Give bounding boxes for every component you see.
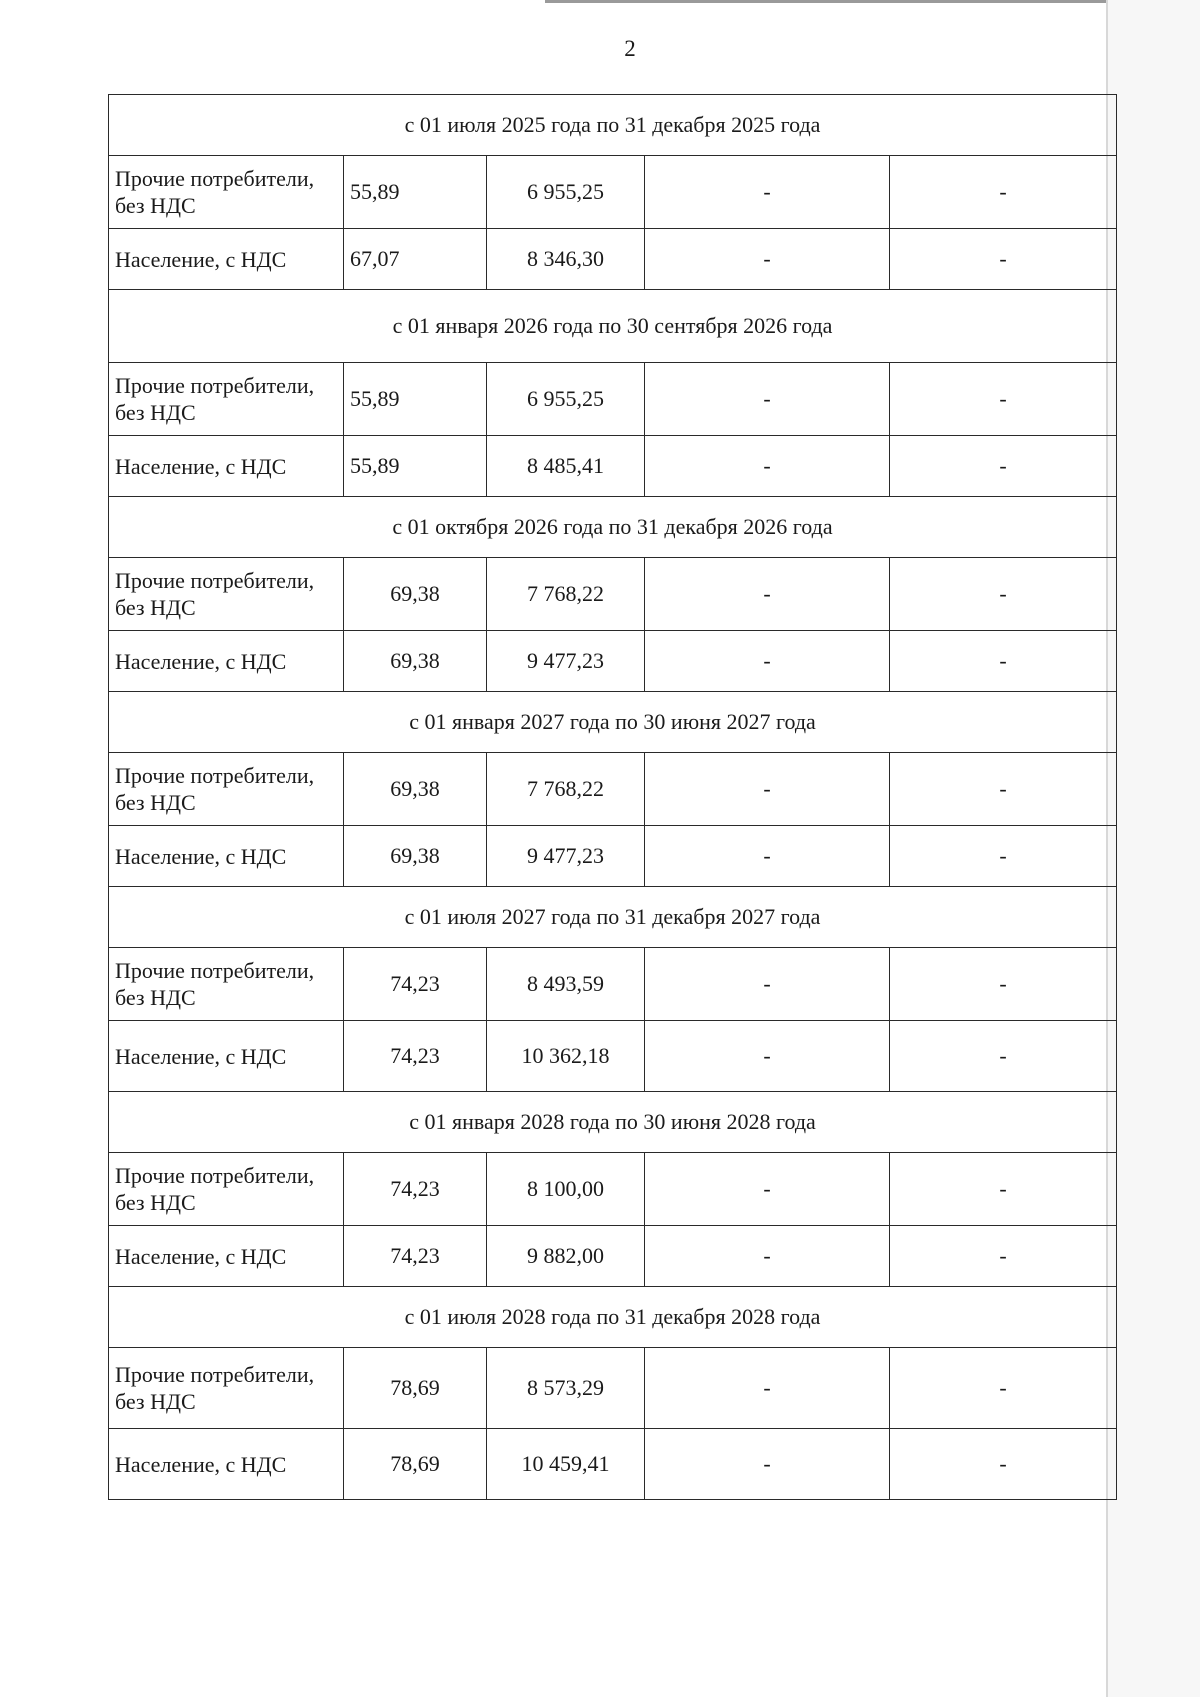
empty-cell: - [645,1226,890,1287]
tariff-table [108,94,1117,1500]
empty-cell: - [890,558,1117,631]
rate-cell: 7 768,22 [487,753,645,826]
rate-cell: 9 882,00 [487,1226,645,1287]
rate-cell: 55,89 [344,363,487,436]
empty-cell: - [645,156,890,229]
table-row [109,558,1117,631]
rate-cell: 8 100,00 [487,1153,645,1226]
empty-cell: - [890,1429,1117,1500]
rate-cell: 6 955,25 [487,363,645,436]
empty-cell: - [890,1153,1117,1226]
empty-cell: - [890,229,1117,290]
table-row [109,1021,1117,1092]
empty-cell: - [645,753,890,826]
period-title: с 01 июля 2025 года по 31 декабря 2025 года [109,95,1117,156]
empty-cell: - [890,826,1117,887]
empty-cell: - [890,436,1117,497]
rate-cell: 8 346,30 [487,229,645,290]
rate-cell: 74,23 [344,1153,487,1226]
consumer-label: Прочие потребители, без НДС [109,948,344,1021]
consumer-label: Прочие потребители, без НДС [109,156,344,229]
rate-cell: 67,07 [344,229,487,290]
consumer-label: Прочие потребители, без НДС [109,1153,344,1226]
rate-cell: 8 493,59 [487,948,645,1021]
consumer-label: Население, с НДС [109,1429,344,1500]
period-row [109,1287,1117,1348]
empty-cell: - [890,156,1117,229]
table-row [109,1153,1117,1226]
consumer-label: Прочие потребители, без НДС [109,558,344,631]
empty-cell: - [890,753,1117,826]
rate-cell: 8 573,29 [487,1348,645,1429]
period-row [109,290,1117,363]
table-row [109,948,1117,1021]
period-row [109,1092,1117,1153]
rate-cell: 69,38 [344,631,487,692]
table-row [109,436,1117,497]
rate-cell: 69,38 [344,753,487,826]
empty-cell: - [890,948,1117,1021]
empty-cell: - [645,1429,890,1500]
rate-cell: 69,38 [344,558,487,631]
consumer-label: Прочие потребители, без НДС [109,363,344,436]
empty-cell: - [645,558,890,631]
rate-cell: 7 768,22 [487,558,645,631]
rate-cell: 74,23 [344,1021,487,1092]
empty-cell: - [890,1021,1117,1092]
period-title: с 01 июля 2027 года по 31 декабря 2027 года [109,887,1117,948]
consumer-label: Население, с НДС [109,826,344,887]
table-row [109,1226,1117,1287]
rate-cell: 55,89 [344,156,487,229]
table-row [109,363,1117,436]
consumer-label: Население, с НДС [109,631,344,692]
rate-cell: 78,69 [344,1429,487,1500]
rate-cell: 9 477,23 [487,631,645,692]
consumer-label: Население, с НДС [109,1021,344,1092]
table-row [109,156,1117,229]
empty-cell: - [645,948,890,1021]
period-title: с 01 января 2027 года по 30 июня 2027 года [109,692,1117,753]
scan-edge-top [545,0,1200,3]
empty-cell: - [645,363,890,436]
empty-cell: - [890,363,1117,436]
consumer-label: Прочие потребители, без НДС [109,1348,344,1429]
empty-cell: - [645,1021,890,1092]
period-row [109,497,1117,558]
period-row [109,887,1117,948]
rate-cell: 69,38 [344,826,487,887]
empty-cell: - [645,1348,890,1429]
consumer-label: Население, с НДС [109,436,344,497]
consumer-label: Прочие потребители, без НДС [109,753,344,826]
table-row [109,753,1117,826]
rate-cell: 6 955,25 [487,156,645,229]
period-row [109,95,1117,156]
rate-cell: 74,23 [344,1226,487,1287]
table-row [109,826,1117,887]
rate-cell: 78,69 [344,1348,487,1429]
period-title: с 01 октября 2026 года по 31 декабря 2026 года [109,497,1117,558]
empty-cell: - [645,826,890,887]
rate-cell: 10 459,41 [487,1429,645,1500]
table-row [109,631,1117,692]
empty-cell: - [890,1226,1117,1287]
empty-cell: - [890,1348,1117,1429]
period-row [109,692,1117,753]
table-row [109,1348,1117,1429]
empty-cell: - [645,229,890,290]
rate-cell: 9 477,23 [487,826,645,887]
consumer-label: Население, с НДС [109,229,344,290]
empty-cell: - [645,436,890,497]
empty-cell: - [645,631,890,692]
period-title: с 01 января 2028 года по 30 июня 2028 года [109,1092,1117,1153]
table-row [109,229,1117,290]
rate-cell: 55,89 [344,436,487,497]
scan-shade-right [1108,0,1200,1697]
empty-cell: - [645,1153,890,1226]
rate-cell: 8 485,41 [487,436,645,497]
consumer-label: Население, с НДС [109,1226,344,1287]
period-title: с 01 июля 2028 года по 31 декабря 2028 года [109,1287,1117,1348]
table-row [109,1429,1117,1500]
page-number: 2 [624,36,636,61]
rate-cell: 74,23 [344,948,487,1021]
rate-cell: 10 362,18 [487,1021,645,1092]
empty-cell: - [890,631,1117,692]
period-title: с 01 января 2026 года по 30 сентября 2026 года [109,290,1117,363]
